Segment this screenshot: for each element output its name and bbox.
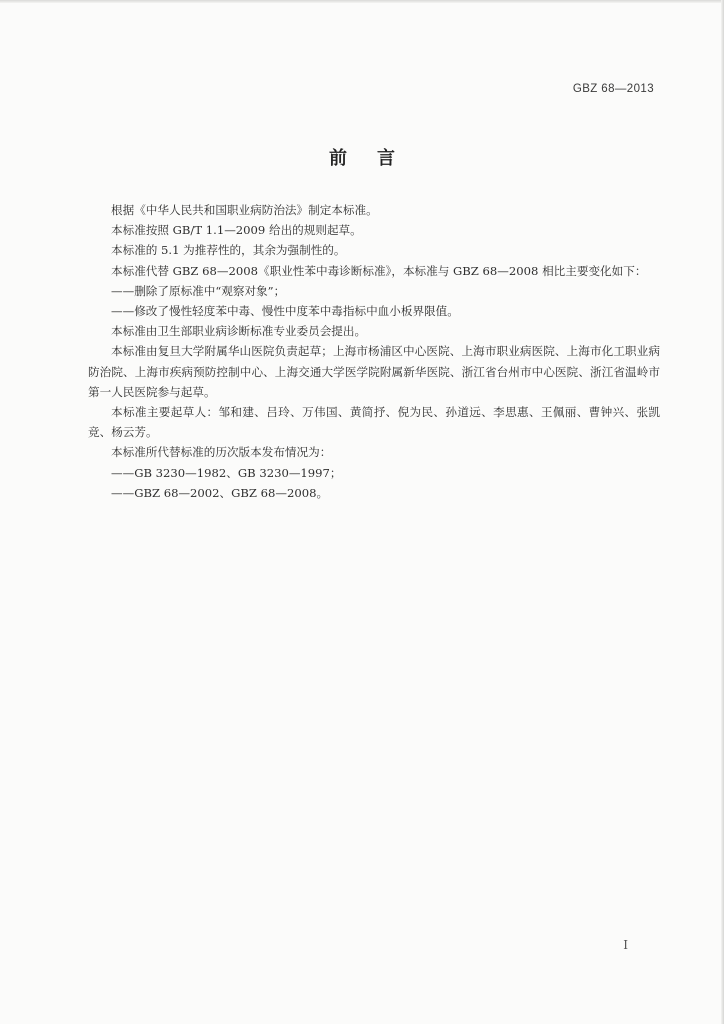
version-item-1: ——GB 3230—1982、GB 3230—1997；	[111, 465, 342, 480]
paragraph-version-history: 本标准所代替标准的历次版本发布情况为：	[111, 445, 332, 460]
paragraph-recommended-clause: 本标准的 5.1 为推荐性的，其余为强制性的。	[111, 243, 346, 258]
change-item-2: ——修改了慢性轻度苯中毒、慢性中度苯中毒指标中血小板界限值。	[111, 304, 459, 319]
paragraph-replaces: 本标准代替 GBZ 68—2008《职业性苯中毒诊断标准》，本标准与 GBZ 68—2008 相比主要变化如下：	[111, 263, 647, 278]
scan-edge-top	[0, 0, 724, 3]
paragraph-basis: 根据《中华人民共和国职业病防治法》制定本标准。	[111, 203, 378, 217]
page-title: 前言	[329, 148, 425, 169]
paragraph-drafting-rules: 本标准按照 GB/T 1.1—2009 给出的规则起草。	[111, 223, 362, 238]
change-item-1: ——删除了原标准中“观察对象”；	[111, 283, 286, 298]
version-item-2: ——GBZ 68—2002、GBZ 68—2008。	[111, 485, 329, 500]
paragraph-proposed-by: 本标准由卫生部职业病诊断标准专业委员会提出。	[111, 324, 367, 339]
paragraph-drafters: 本标准主要起草人：邹和建、吕玲、万伟国、黄简抒、倪为民、孙道远、李思惠、王佩丽、曹钟兴、张凯竞、杨云芳。	[88, 405, 660, 440]
document-body	[88, 200, 660, 503]
standard-code: GBZ 68—2013	[572, 83, 654, 95]
page-number: I	[623, 938, 628, 952]
paragraph-drafting-units: 本标准由复旦大学附属华山医院负责起草；上海市杨浦区中心医院、上海市职业病医院、上海市化工职业病防治院、上海市疾病预防控制中心、上海交通大学医学院附属新华医院、浙江省台州市中心医院、浙江省温岭市第一人民医院参与起草。	[88, 344, 660, 399]
